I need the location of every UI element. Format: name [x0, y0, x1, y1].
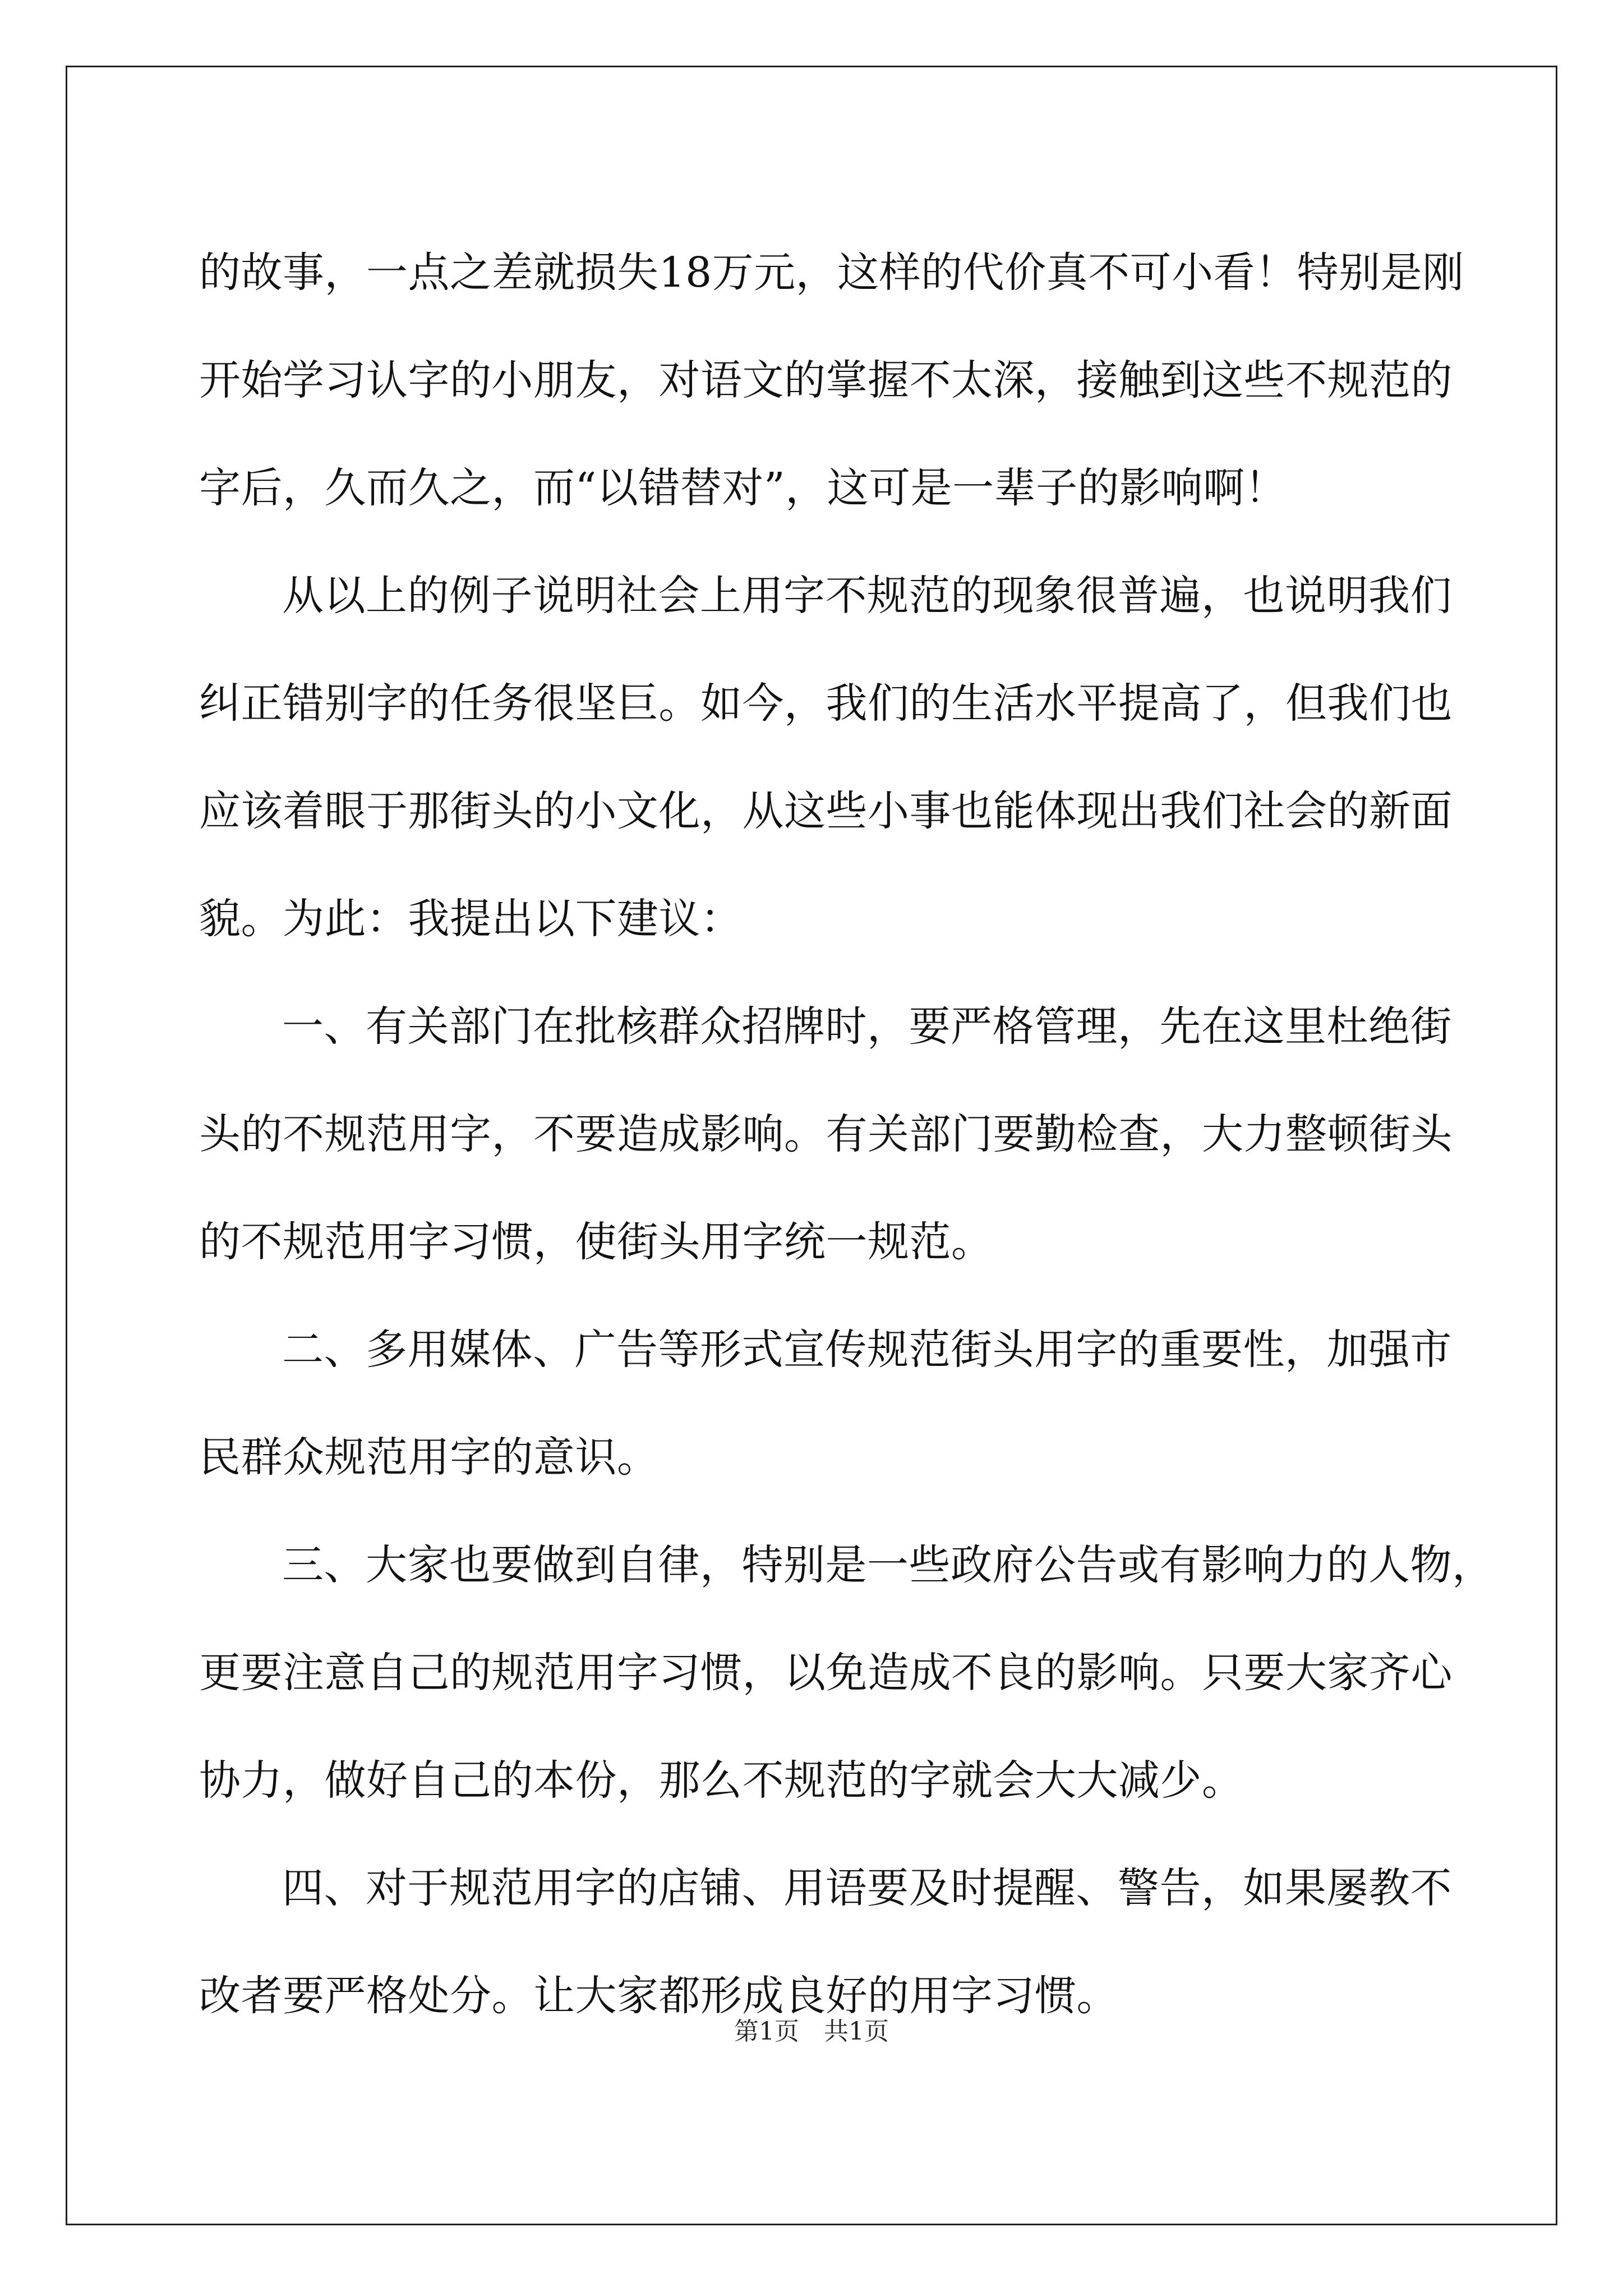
text-line: 字后，久而久之，而“以错替对”，这可是一辈子的影响啊！: [199, 464, 1287, 512]
text-line: 二、多用媒体、广告等形式宣传规范街头用字的重要性，加强市: [282, 1326, 1452, 1374]
text-line: 更要注意自己的规范用字习惯，以免造成不良的影响。只要大家齐心: [199, 1649, 1453, 1697]
text-line: 纠正错别字的任务很坚巨。如今，我们的生活水平提高了，但我们也: [199, 679, 1453, 728]
paragraph-5: [199, 1511, 1494, 1834]
text-line: 的不规范用字习惯，使街头用字统一规范。: [199, 1218, 993, 1266]
paragraph-2: [199, 542, 1461, 973]
text-line: 应该着眼于那街头的小文化，从这些小事也能体现出我们社会的新面: [199, 787, 1453, 835]
text-line: 的故事，一点之差就损失18万元，这样的代价真不可小看！特别是刚: [199, 249, 1464, 297]
text-line: 头的不规范用字，不要造成影响。有关部门要勤检查，大力整顿街头: [199, 1110, 1453, 1158]
page-number-footer: 第1页 共1页: [734, 2017, 889, 2046]
text-line: 三、大家也要做到自律，特别是一些政府公告或有影响力的人物，: [282, 1541, 1494, 1589]
text-line: 从以上的例子说明社会上用字不规范的现象很普遍，也说明我们: [282, 572, 1452, 620]
text-line: 协力，做好自己的本份，那么不规范的字就会大大减少。: [199, 1756, 1244, 1805]
text-line: 四、对于规范用字的店铺、用语要及时提醒、警告，如果屡教不: [282, 1864, 1452, 1912]
text-line: 民群众规范用字的意识。: [199, 1433, 659, 1481]
document-body: [199, 219, 1494, 2050]
paragraph-1: [199, 219, 1464, 542]
text-line: 改者要严格处分。让大家都形成良好的用字习惯。: [199, 1972, 1118, 2020]
paragraph-3: [199, 973, 1461, 1296]
text-line: 一、有关部门在批核群众招牌时，要严格管理，先在这里杜绝街: [282, 1002, 1452, 1051]
text-line: 貌。为此：我提出以下建议：: [199, 895, 743, 943]
paragraph-4: [199, 1296, 1461, 1511]
text-line: 开始学习认字的小朋友，对语文的掌握不太深，接触到这些不规范的: [199, 356, 1453, 404]
